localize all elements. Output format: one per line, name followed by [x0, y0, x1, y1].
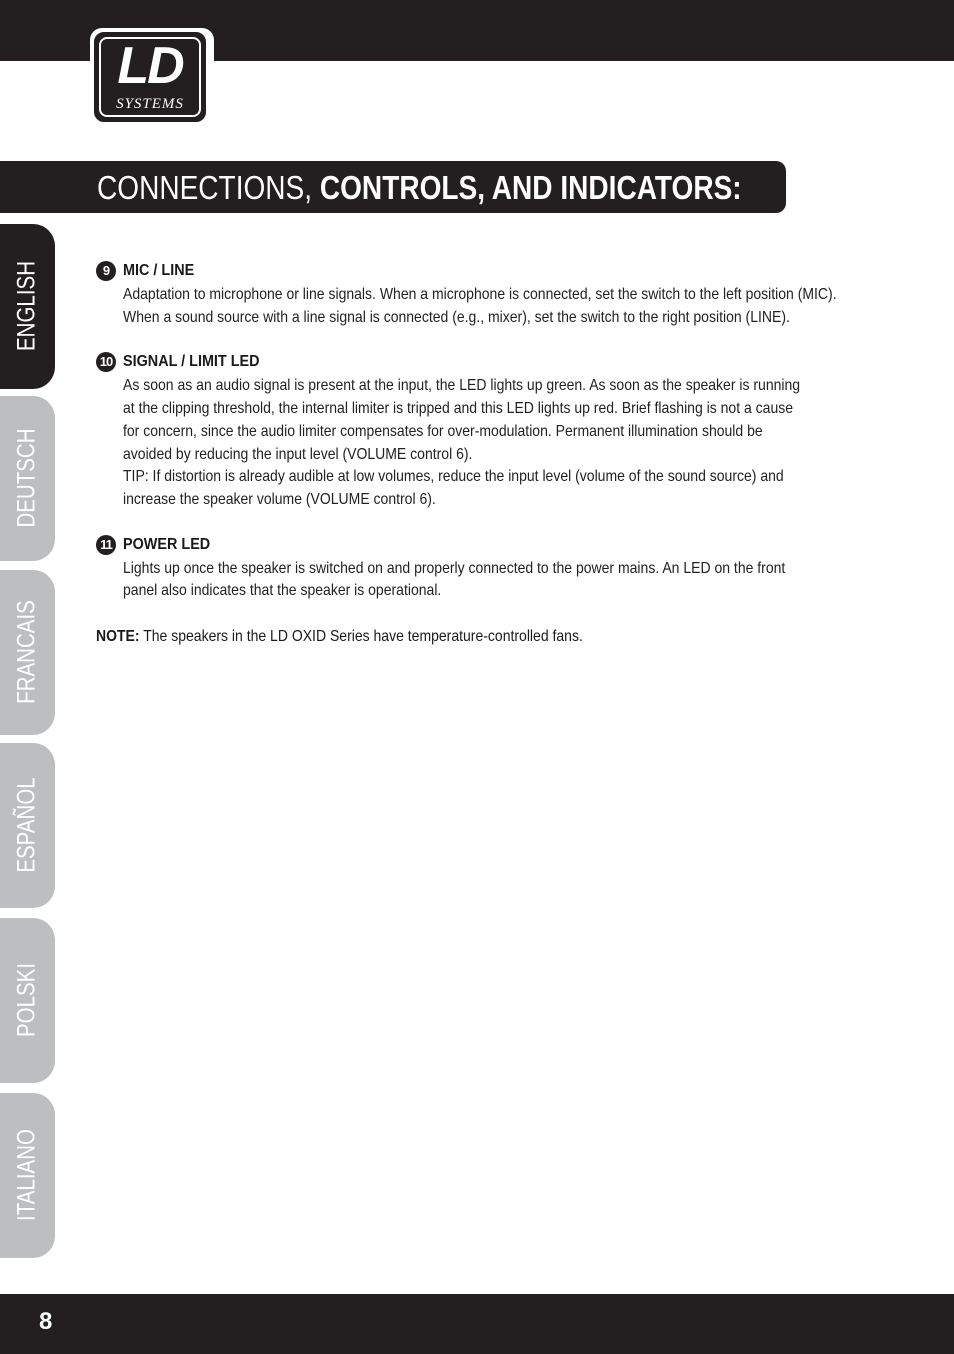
item-heading: MIC / LINE [123, 262, 195, 279]
item-body-line: at the clipping threshold, the internal limiter is tripped and this LED lights up red. Brief flashing is not a cause [123, 400, 794, 418]
language-tab-francais[interactable] [0, 570, 55, 735]
page-title [97, 169, 742, 207]
list-item [96, 532, 866, 603]
logo-sub-text: SYSTEMS [116, 96, 184, 112]
note-label: NOTE: [96, 628, 140, 645]
ld-systems-logo [90, 28, 214, 126]
language-tab-deutsch[interactable] [0, 396, 55, 561]
item-number-badge: 10 [96, 352, 116, 372]
item-body [123, 284, 858, 329]
footer-bar [0, 1294, 954, 1354]
language-tab-italiano[interactable] [0, 1093, 55, 1258]
note-text: The speakers in the LD OXID Series have temperature-controlled fans. [139, 628, 583, 645]
item-heading: SIGNAL / LIMIT LED [123, 353, 260, 371]
language-tab-polski[interactable] [0, 918, 55, 1083]
item-body-line: As soon as an audio signal is present at the input, the LED lights up green. As soon as the speaker is running [123, 377, 801, 395]
section-title-bar [0, 161, 786, 213]
item-body-line: Adaptation to microphone or line signals. When a microphone is connected, set the switch to the left position (MIC). [123, 286, 837, 303]
language-tab-label: POLSKI [12, 962, 41, 1038]
content-area [96, 258, 866, 603]
item-body-line: avoided by reducing the input level (VOLUME control 6). [123, 445, 473, 463]
item-body [123, 375, 858, 511]
language-tab-espanol[interactable] [0, 743, 55, 908]
item-body-line: increase the speaker volume (VOLUME control 6). [123, 490, 436, 508]
item-number-badge: 9 [96, 261, 116, 281]
language-tab-label: DEUTSCH [12, 428, 41, 528]
logo-main-text: LD [117, 37, 183, 95]
item-body-line: TIP: If distortion is already audible at low volumes, reduce the input level (volume of the sound source) and [123, 468, 784, 486]
item-number-badge: 11 [96, 535, 116, 555]
language-tab-label: FRANCAIS [12, 600, 41, 704]
language-tab-label: ITALIANO [12, 1129, 41, 1221]
item-body-line: for concern, since the audio limiter compensates for over-modulation. Permanent illumination should be [123, 422, 763, 440]
page-number: 8 [39, 1308, 53, 1335]
item-heading: POWER LED [123, 535, 211, 553]
note [96, 626, 583, 648]
item-body-line: When a sound source with a line signal is connected (e.g., mixer), set the switch to the right position (LINE). [123, 308, 790, 326]
item-body-line: Lights up once the speaker is switched on and properly connected to the power mains. An LED on the front [123, 559, 786, 577]
item-body-line: panel also indicates that the speaker is operational. [123, 582, 442, 600]
title-bold: CONTROLS, AND INDICATORS: [319, 169, 742, 206]
language-tab-english[interactable] [0, 224, 55, 389]
list-item [96, 258, 866, 329]
title-light: CONNECTIONS, [97, 169, 320, 206]
language-tab-label: ESPAÑOL [12, 777, 41, 873]
language-tab-label: ENGLISH [12, 260, 41, 352]
list-item [96, 349, 866, 511]
item-body [123, 558, 858, 603]
